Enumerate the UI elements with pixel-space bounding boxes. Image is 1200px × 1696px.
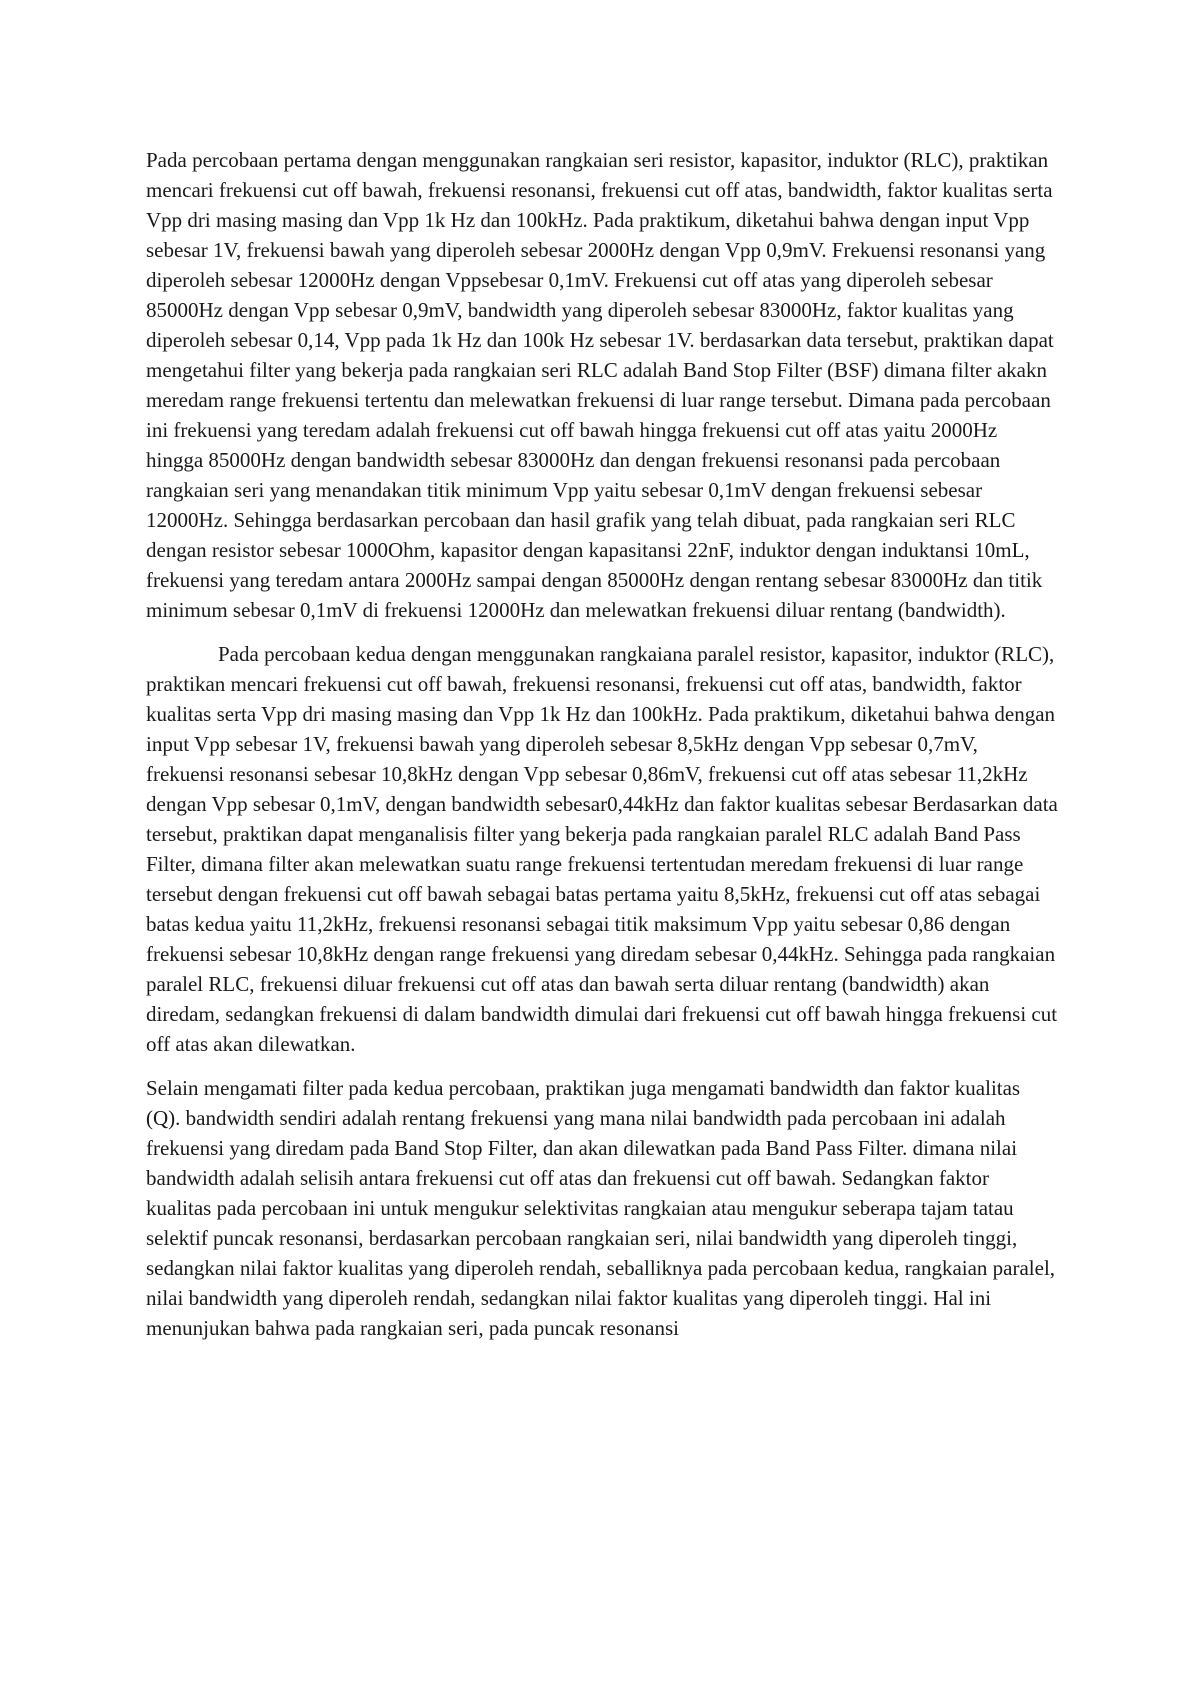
paragraph-parallel-rlc: Pada percobaan kedua dengan menggunakan rangkaiana paralel resistor, kapasitor, induktor (RLC), praktikan mencari frekuensi cut off bawah, frekuensi resonansi, frekuensi cut off atas, bandwidth, faktor kualitas serta Vpp dri masing masing dan Vpp 1k Hz dan 100kHz. Pada praktikum, diketahui bahwa dengan input Vpp sebesar 1V, frekuensi bawah yang diperoleh sebesar 8,5kHz dengan Vpp sebesar 0,7mV, frekuensi resonansi sebesar 10,8kHz dengan Vpp sebesar 0,86mV, frekuensi cut off atas sebesar 11,2kHz dengan Vpp sebesar 0,1mV, dengan bandwidth sebesar0,44kHz dan faktor kualitas sebesar Berdasarkan data tersebut, praktikan dapat menganalisis filter yang bekerja pada rangkaian paralel RLC adalah Band Pass Filter, dimana filter akan melewatkan suatu range frekuensi tertentudan meredam frekuensi di luar range tersebut dengan frekuensi cut off bawah sebagai batas pertama yaitu 8,5kHz, frekuensi cut off atas sebagai batas kedua yaitu 11,2kHz, frekuensi resonansi sebagai titik maksimum Vpp yaitu sebesar 0,86 dengan frekuensi sebesar 10,8kHz dengan range frekuensi yang diredam sebesar 0,44kHz. Sehingga pada rangkaian paralel RLC, frekuensi diluar frekuensi cut off atas dan bawah serta diluar rentang (bandwidth) akan diredam, sedangkan frekuensi di dalam bandwidth dimulai dari frekuensi cut off bawah hingga frekuensi cut off atas akan dilewatkan.	[146, 642, 1058, 1056]
paragraph-bandwidth-quality: Selain mengamati filter pada kedua percobaan, praktikan juga mengamati bandwidth dan faktor kualitas (Q). bandwidth sendiri adalah rentang frekuensi yang mana nilai bandwidth pada percobaan ini adalah frekuensi yang diredam pada Band Stop Filter, dan akan dilewatkan pada Band Pass Filter. dimana nilai bandwidth adalah selisih antara frekuensi cut off atas dan frekuensi cut off bawah. Sedangkan faktor kualitas pada percobaan ini untuk mengukur selektivitas rangkaian atau mengukur seberapa tajam tatau selektif puncak resonansi, berdasarkan percobaan rangkaian seri, nilai bandwidth yang diperoleh tinggi, sedangkan nilai faktor kualitas yang diperoleh rendah, seballiknya pada percobaan kedua, rangkaian paralel, nilai bandwidth yang diperoleh rendah, sedangkan nilai faktor kualitas yang diperoleh tinggi. Hal ini menunjukan bahwa pada rangkaian seri, pada puncak resonansi	[146, 1076, 1056, 1340]
paragraph-series-rlc: Pada percobaan pertama dengan menggunakan rangkaian seri resistor, kapasitor, induktor (RLC), praktikan mencari frekuensi cut off bawah, frekuensi resonansi, frekuensi cut off atas, bandwidth, faktor kualitas serta Vpp dri masing masing dan Vpp 1k Hz dan 100kHz. Pada praktikum, diketahui bahwa dengan input Vpp sebesar 1V, frekuensi bawah yang diperoleh sebesar 2000Hz dengan Vpp 0,9mV. Frekuensi resonansi yang diperoleh sebesar 12000Hz dengan Vppsebesar 0,1mV. Frekuensi cut off atas yang diperoleh sebesar 85000Hz dengan Vpp sebesar 0,9mV, bandwidth yang diperoleh sebesar 83000Hz, faktor kualitas yang diperoleh sebesar 0,14, Vpp pada 1k Hz dan 100k Hz sebesar 1V. berdasarkan data tersebut, praktikan dapat mengetahui filter yang bekerja pada rangkaian seri RLC adalah Band Stop Filter (BSF) dimana filter akakn meredam range frekuensi tertentu dan melewatkan frekuensi di luar range tersebut. Dimana pada percobaan ini frekuensi yang teredam adalah frekuensi cut off bawah hingga frekuensi cut off atas yaitu 2000Hz hingga 85000Hz dengan bandwidth sebesar 83000Hz dan dengan frekuensi resonansi pada percobaan rangkaian seri yang menandakan titik minimum Vpp yaitu sebesar 0,1mV dengan frekuensi sebesar 12000Hz. Sehingga berdasarkan percobaan dan hasil grafik yang telah dibuat, pada rangkaian seri RLC dengan resistor sebesar 1000Ohm, kapasitor dengan kapasitansi 22nF, induktor dengan induktansi 10mL, frekuensi yang teredam antara 2000Hz sampai dengan 85000Hz dengan rentang sebesar 83000Hz dan titik minimum sebesar 0,1mV di frekuensi 12000Hz dan melewatkan frekuensi diluar rentang (bandwidth).	[146, 148, 1054, 622]
document-page	[146, 145, 1058, 1357]
